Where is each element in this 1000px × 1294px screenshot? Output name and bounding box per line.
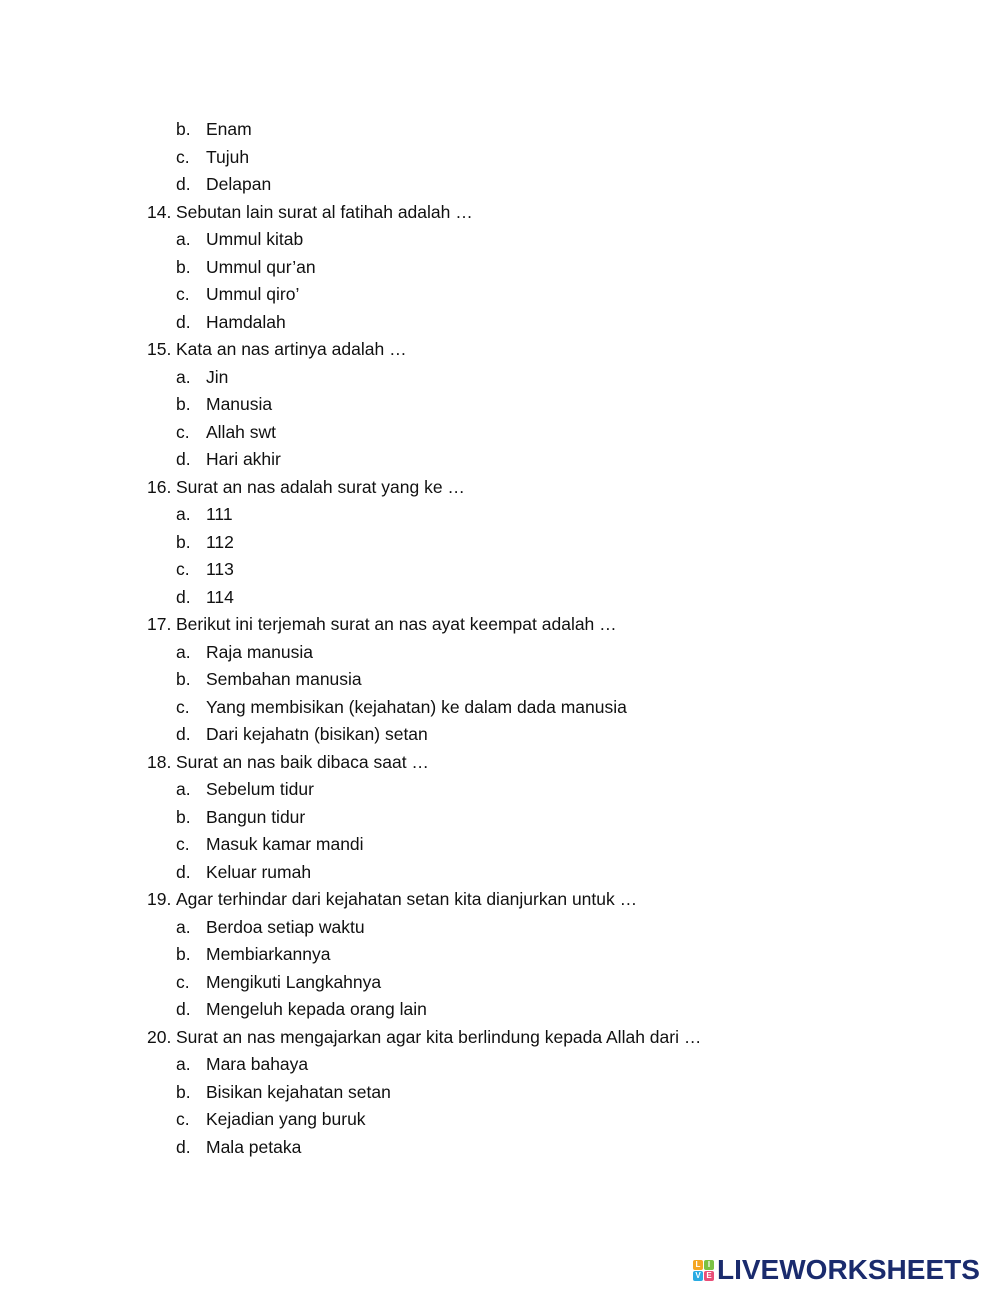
- option-letter: d.: [176, 861, 191, 882]
- option-text: Mara bahaya: [206, 1054, 309, 1074]
- question-number: 14.: [147, 201, 172, 222]
- option-row[interactable]: [0, 116, 1000, 144]
- question-row: [0, 199, 1000, 227]
- option-row[interactable]: [0, 831, 1000, 859]
- question-number: 16.: [147, 476, 172, 497]
- logo-mark-letter: L: [693, 1260, 703, 1270]
- question-number: 20.: [147, 1026, 172, 1047]
- option-row[interactable]: [0, 1134, 1000, 1162]
- option-letter: c.: [176, 421, 190, 442]
- option-row[interactable]: [0, 556, 1000, 584]
- option-text: Hamdalah: [206, 311, 286, 332]
- option-row[interactable]: [0, 226, 1000, 254]
- option-row[interactable]: [0, 1079, 1000, 1107]
- option-letter: a.: [176, 229, 191, 249]
- option-row[interactable]: [0, 584, 1000, 612]
- option-row[interactable]: [0, 254, 1000, 282]
- option-text: 111: [206, 504, 233, 524]
- option-row[interactable]: [0, 391, 1000, 419]
- option-row[interactable]: [0, 309, 1000, 337]
- option-letter: d.: [176, 449, 191, 469]
- option-letter: b.: [176, 944, 191, 964]
- option-row[interactable]: [0, 639, 1000, 667]
- option-row[interactable]: [0, 776, 1000, 804]
- option-letter: a.: [176, 366, 191, 387]
- question-text: Surat an nas mengajarkan agar kita berlindung kepada Allah dari …: [176, 1026, 702, 1047]
- option-letter: d.: [176, 586, 191, 607]
- option-text: Enam: [206, 119, 252, 139]
- option-text: Sebelum tidur: [206, 779, 314, 799]
- option-row[interactable]: [0, 364, 1000, 392]
- option-letter: d.: [176, 999, 191, 1019]
- option-letter: a.: [176, 504, 191, 524]
- logo-text: LIVEWORKSHEETS: [717, 1254, 980, 1285]
- option-row[interactable]: [0, 914, 1000, 942]
- option-text: Membiarkannya: [206, 944, 331, 964]
- worksheet: [0, 116, 1000, 1161]
- option-letter: d.: [176, 174, 191, 194]
- option-text: Keluar rumah: [206, 861, 312, 882]
- option-letter: b.: [176, 531, 191, 552]
- question-row: [0, 886, 1000, 914]
- question-number: 17.: [147, 614, 172, 634]
- option-text: Berdoa setiap waktu: [206, 916, 365, 937]
- option-text: Allah swt: [206, 421, 277, 442]
- question-text: Surat an nas adalah surat yang ke …: [176, 476, 465, 497]
- option-text: Hari akhir: [206, 449, 281, 469]
- option-text: 112: [206, 531, 234, 552]
- option-letter: d.: [176, 1136, 191, 1157]
- question-number: 18.: [147, 751, 172, 772]
- option-row[interactable]: [0, 446, 1000, 474]
- logo-mark-letter: V: [693, 1271, 703, 1281]
- question-row: [0, 611, 1000, 639]
- option-letter: a.: [176, 641, 191, 662]
- option-row[interactable]: [0, 666, 1000, 694]
- option-text: Ummul kitab: [206, 229, 304, 249]
- option-text: Sembahan manusia: [206, 669, 362, 689]
- option-text: Bisikan kejahatan setan: [206, 1081, 391, 1102]
- question-text: Surat an nas baik dibaca saat …: [176, 751, 429, 772]
- option-letter: b.: [176, 119, 191, 139]
- option-letter: b.: [176, 669, 191, 689]
- option-letter: d.: [176, 724, 191, 744]
- option-text: Mala petaka: [206, 1136, 302, 1157]
- option-text: 114: [206, 586, 234, 607]
- option-row[interactable]: [0, 281, 1000, 309]
- option-text: Ummul qiro’: [206, 284, 300, 304]
- option-text: Delapan: [206, 174, 272, 194]
- option-letter: a.: [176, 779, 191, 799]
- option-letter: c.: [176, 696, 190, 717]
- option-letter: b.: [176, 256, 191, 277]
- option-text: Raja manusia: [206, 641, 313, 662]
- option-letter: c.: [176, 1109, 190, 1129]
- option-text: 113: [206, 559, 234, 579]
- liveworksheets-logo[interactable]: [693, 1255, 980, 1285]
- option-text: Dari kejahatn (bisikan) setan: [206, 724, 428, 744]
- option-text: Mengeluh kepada orang lain: [206, 999, 427, 1019]
- option-letter: b.: [176, 806, 191, 827]
- option-row[interactable]: [0, 529, 1000, 557]
- question-text: Kata an nas artinya adalah …: [176, 339, 407, 359]
- option-letter: a.: [176, 916, 191, 937]
- question-text: Agar terhindar dari kejahatan setan kita dianjurkan untuk …: [176, 889, 638, 909]
- option-letter: c.: [176, 284, 190, 304]
- option-text: Ummul qur’an: [206, 256, 316, 277]
- question-row: [0, 749, 1000, 777]
- option-row[interactable]: [0, 941, 1000, 969]
- option-text: Manusia: [206, 394, 273, 414]
- option-text: Kejadian yang buruk: [206, 1109, 366, 1129]
- logo-mark-icon: [693, 1260, 714, 1281]
- option-text: Bangun tidur: [206, 806, 306, 827]
- question-text: Sebutan lain surat al fatihah adalah …: [176, 201, 473, 222]
- option-letter: a.: [176, 1054, 191, 1074]
- option-row[interactable]: [0, 1051, 1000, 1079]
- question-row: [0, 474, 1000, 502]
- option-letter: b.: [176, 1081, 191, 1102]
- logo-mark-letter: I: [704, 1260, 714, 1270]
- option-text: Jin: [206, 366, 229, 387]
- logo-mark-letter: E: [704, 1271, 714, 1281]
- option-letter: b.: [176, 394, 191, 414]
- option-row[interactable]: [0, 694, 1000, 722]
- option-row[interactable]: [0, 171, 1000, 199]
- option-letter: d.: [176, 311, 191, 332]
- option-text: Masuk kamar mandi: [206, 834, 364, 854]
- question-number: 15.: [147, 339, 172, 359]
- option-letter: c.: [176, 146, 190, 167]
- option-row[interactable]: [0, 501, 1000, 529]
- option-row[interactable]: [0, 969, 1000, 997]
- option-letter: c.: [176, 559, 190, 579]
- option-text: Tujuh: [206, 146, 250, 167]
- option-row[interactable]: [0, 419, 1000, 447]
- option-text: Mengikuti Langkahnya: [206, 971, 382, 992]
- question-row: [0, 336, 1000, 364]
- question-number: 19.: [147, 889, 172, 909]
- option-text: Yang membisikan (kejahatan) ke dalam dada manusia: [206, 696, 627, 717]
- option-row[interactable]: [0, 144, 1000, 172]
- option-row[interactable]: [0, 859, 1000, 887]
- option-row[interactable]: [0, 721, 1000, 749]
- option-row[interactable]: [0, 996, 1000, 1024]
- option-row[interactable]: [0, 804, 1000, 832]
- question-text: Berikut ini terjemah surat an nas ayat keempat adalah …: [176, 614, 617, 634]
- option-letter: c.: [176, 971, 190, 992]
- question-row: [0, 1024, 1000, 1052]
- option-row[interactable]: [0, 1106, 1000, 1134]
- option-letter: c.: [176, 834, 190, 854]
